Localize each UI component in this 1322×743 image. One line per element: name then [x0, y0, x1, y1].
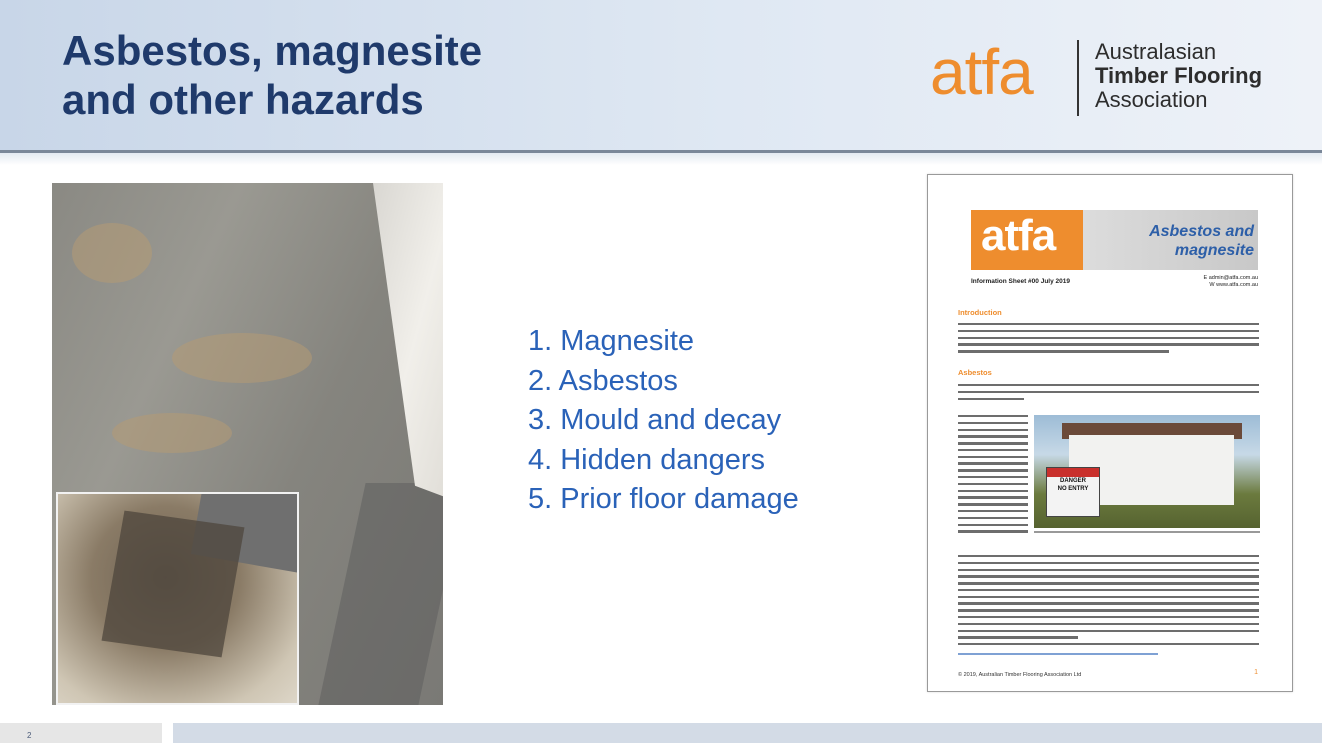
doc-title-line-2: magnesite [1174, 242, 1254, 259]
doc-banner [971, 210, 1258, 270]
logo-organisation-name [1095, 40, 1262, 112]
doc-email: E admin@atfa.com.au [1203, 275, 1258, 281]
doc-title [1149, 222, 1254, 260]
logo-line-2: Timber Flooring [1095, 63, 1263, 88]
list-item: 3. Mould and decay [528, 404, 782, 436]
doc-logo-box [971, 210, 1083, 270]
floor-photo [52, 183, 443, 705]
atfa-logo [930, 38, 1290, 118]
danger-sign [1046, 467, 1100, 517]
logo-line-3: Association [1095, 87, 1208, 112]
logo-wordmark: atfa [930, 36, 1033, 108]
title-line-2: and other hazards [62, 76, 424, 123]
doc-logo: atfa [981, 211, 1056, 260]
doc-intro-text [958, 323, 1259, 357]
doc-closing-text [958, 643, 1259, 650]
list-item: 1. Magnesite [528, 325, 695, 357]
hazard-list [528, 322, 799, 520]
title-line-1: Asbestos, magnesite [62, 27, 483, 74]
sign-line-2: NO ENTRY [1057, 486, 1089, 492]
slide-number: 2 [27, 731, 32, 740]
doc-contact [1204, 275, 1259, 289]
list-item: 4. Hidden dangers [528, 443, 765, 476]
footer-bar [173, 723, 1322, 743]
doc-footer: © 2019, Australian Timber Flooring Association Ltd [958, 672, 1082, 678]
doc-section-introduction: Introduction [958, 308, 1002, 317]
logo-line-1: Australasian [1095, 39, 1217, 64]
doc-body-text [958, 555, 1259, 643]
doc-info-sheet: Information Sheet #00 July 2019 [971, 278, 1070, 285]
doc-web: W www.atfa.com.au [1209, 282, 1258, 288]
doc-photo-caption [1034, 531, 1260, 533]
slide-title [62, 26, 482, 124]
footer-left-panel [0, 723, 162, 743]
header-shadow [0, 153, 1322, 165]
doc-section-asbestos: Asbestos [958, 368, 992, 377]
logo-divider [1077, 40, 1079, 116]
list-item: 2. Asbestos [528, 364, 678, 397]
sign-line-1: DANGER [1059, 478, 1086, 484]
information-sheet-thumbnail [927, 174, 1293, 692]
doc-column-text [958, 415, 1028, 537]
doc-page-number: 1 [1254, 669, 1258, 676]
inset-photo-hole [56, 492, 299, 705]
doc-title-line-1: Asbestos and [1149, 223, 1254, 240]
doc-asbestos-text [958, 384, 1259, 404]
doc-house-photo [1034, 415, 1260, 528]
doc-link [958, 653, 1158, 655]
list-item: 5. Prior floor damage [528, 483, 799, 515]
